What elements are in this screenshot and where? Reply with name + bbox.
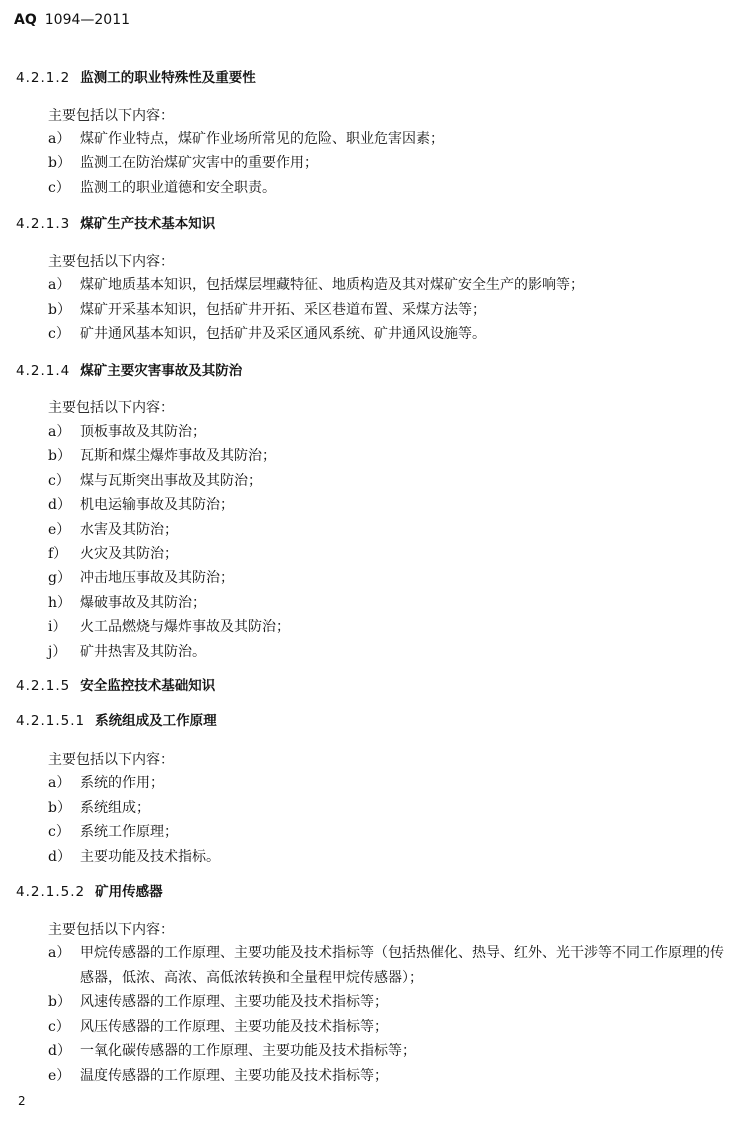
section-heading [16,214,215,234]
list-item [48,542,728,567]
list-item-text: 甲烷传感器的工作原理、主要功能及技术指标等（包括热催化、热导、红外、光干涉等不同工作原理的传感器，低浓、高浓、高低浓转换和全量程甲烷传感器）； [80,945,724,986]
list-item-text: 煤矿作业特点，煤矿作业场所常见的危险、职业危害因素； [80,131,444,147]
list-marker: d） [48,1043,71,1059]
list-item-text: 机电运输事故及其防治； [80,497,234,513]
list-item [48,298,728,323]
section-title: 安全监控技术基础知识 [80,678,216,694]
section-heading [16,676,215,696]
list-item-text: 矿井通风基本知识，包括矿井及采区通风系统、矿井通风设施等。 [80,326,486,342]
list-item-text: 爆破事故及其防治； [80,595,206,611]
list-marker: c） [48,180,70,196]
list-item-text: 瓦斯和煤尘爆炸事故及其防治； [80,448,276,464]
section-number: 4.2.1.5.1 [16,713,86,729]
list-item-text: 煤与瓦斯突出事故及其防治； [80,473,262,489]
list-item [48,591,728,616]
list-item-text: 主要功能及技术指标。 [80,849,220,865]
list-marker: b） [48,155,71,171]
list-item-text: 冲击地压事故及其防治； [80,570,234,586]
section-heading [16,711,217,731]
list-marker: b） [48,800,71,816]
list-marker: f） [48,546,68,562]
list-item-text: 顶板事故及其防治； [80,424,206,440]
list-marker: b） [48,302,71,318]
list-marker: h） [48,595,72,611]
section-intro: 主要包括以下内容： [48,108,174,124]
section-title: 矿用传感器 [95,884,163,900]
list-item-text: 煤矿开采基本知识，包括矿井开拓、采区巷道布置、采煤方法等； [80,302,486,318]
list-item-text: 一氧化碳传感器的工作原理、主要功能及技术指标等； [80,1043,416,1059]
list-item-text: 风速传感器的工作原理、主要功能及技术指标等； [80,994,388,1010]
section-title: 系统组成及工作原理 [95,713,217,729]
list-item [48,151,728,176]
list-item-text: 煤矿地质基本知识，包括煤层埋藏特征、地质构造及其对煤矿安全生产的影响等； [80,277,584,293]
list-marker: a） [48,131,71,147]
section-heading [16,68,256,88]
list-item-text: 系统的作用； [80,775,164,791]
list-item [48,273,728,298]
list-item [48,322,728,347]
page-number: 2 [18,1094,26,1108]
section-title: 煤矿主要灾害事故及其防治 [80,363,243,379]
list-item-text: 系统组成； [80,800,150,816]
list-item [48,990,728,1015]
list-item [48,518,728,543]
list-marker: b） [48,994,71,1010]
section-title: 煤矿生产技术基本知识 [80,216,216,232]
standard-header [14,10,130,30]
list-item-text: 风压传感器的工作原理、主要功能及技术指标等； [80,1019,388,1035]
list-item [48,615,728,640]
standard-number: 1094—2011 [44,12,131,28]
section-heading [16,361,242,381]
list-marker: g） [48,570,71,586]
section-intro: 主要包括以下内容： [48,922,174,938]
list-item-text: 火灾及其防治； [80,546,178,562]
standard-code: AQ [14,12,37,28]
list-item [48,444,728,469]
list-marker: a） [48,277,71,293]
list-marker: d） [48,849,71,865]
list-marker: j） [48,644,67,660]
list-item [48,796,728,821]
section-intro: 主要包括以下内容： [48,400,174,416]
list-item [48,820,728,845]
list-marker: e） [48,1068,71,1084]
list-item [48,493,728,518]
section-number: 4.2.1.4 [16,363,71,379]
list-item [48,420,728,445]
section-number: 4.2.1.2 [16,70,71,86]
list-marker: c） [48,326,70,342]
section-number: 4.2.1.3 [16,216,71,232]
list-item [48,1064,728,1089]
list-marker: b） [48,448,71,464]
list-item-text: 矿井热害及其防治。 [80,644,206,660]
list-marker: d） [48,497,71,513]
list-item [48,127,728,152]
section-intro: 主要包括以下内容： [48,254,174,270]
list-item [48,469,728,494]
section-title: 监测工的职业特殊性及重要性 [80,70,256,86]
list-item-text: 温度传感器的工作原理、主要功能及技术指标等； [80,1068,388,1084]
list-item [48,941,728,990]
list-item-text: 水害及其防治； [80,522,178,538]
list-marker: e） [48,522,71,538]
list-marker: a） [48,775,71,791]
section-heading [16,882,163,902]
list-item-text: 火工品燃烧与爆炸事故及其防治； [80,619,290,635]
list-item [48,1015,728,1040]
list-marker: c） [48,473,70,489]
list-marker: i） [48,619,67,635]
list-marker: a） [48,945,71,961]
list-item [48,1039,728,1064]
list-item [48,176,728,201]
list-marker: a） [48,424,71,440]
list-marker: c） [48,1019,70,1035]
list-item [48,566,728,591]
list-item-text: 监测工的职业道德和安全职责。 [80,180,276,196]
section-number: 4.2.1.5 [16,678,71,694]
list-item [48,640,728,665]
list-marker: c） [48,824,70,840]
list-item-text: 系统工作原理； [80,824,178,840]
section-number: 4.2.1.5.2 [16,884,86,900]
list-item [48,845,728,870]
list-item [48,771,728,796]
section-intro: 主要包括以下内容： [48,752,174,768]
list-item-text: 监测工在防治煤矿灾害中的重要作用； [80,155,318,171]
